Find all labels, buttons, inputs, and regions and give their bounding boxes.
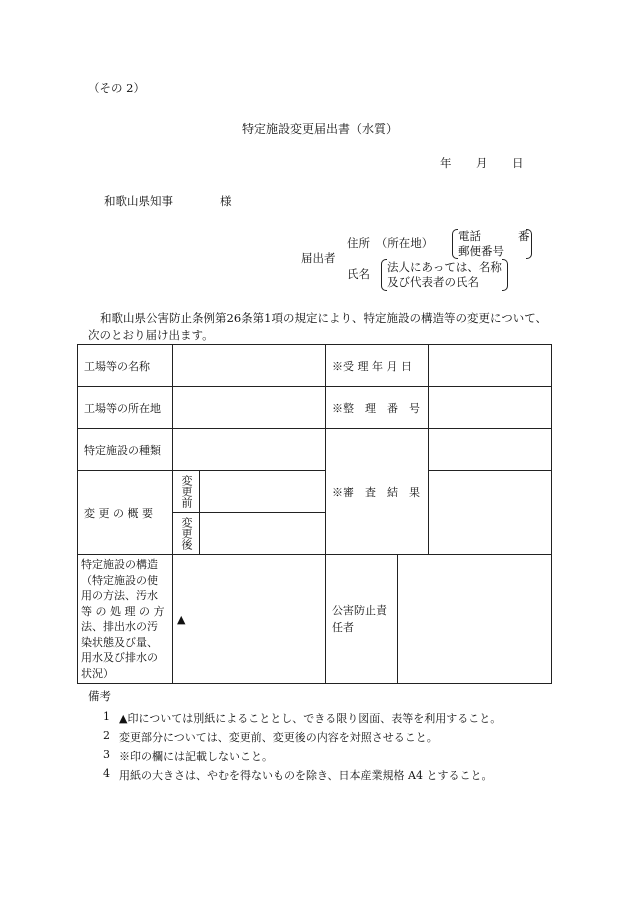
note-text: 変更部分については、変更前、変更後の内容を対照させること。 — [119, 731, 438, 744]
note-number: 2 — [103, 729, 110, 742]
review-blank-cell — [429, 429, 552, 471]
name-label: 氏名 — [347, 267, 370, 281]
phone-ban: 番 — [518, 229, 530, 243]
form-table — [77, 344, 552, 684]
officer-line: 任者 — [332, 621, 354, 634]
factory-name-field[interactable] — [173, 345, 326, 387]
facility-type-label: 特定施設の種類 — [78, 429, 173, 471]
structure-line: （特定施設の使 — [81, 573, 158, 587]
receipt-date-label: ※受 理 年 月 日 — [326, 345, 429, 387]
structure-line: 用水及び排水の — [81, 651, 158, 664]
note-number: 3 — [103, 748, 110, 761]
name-note-2: 及び代表者の氏名 — [387, 275, 479, 289]
date-month: 月 — [476, 156, 488, 170]
name-bracket-right — [502, 259, 508, 291]
before-field[interactable] — [200, 471, 326, 513]
triangle-mark: ▲ — [177, 612, 186, 626]
factory-name-label: 工場等の名称 — [78, 345, 173, 387]
officer-field[interactable] — [398, 555, 552, 684]
intro-line-1: 和歌山県公害防止条例第26条第1項の規定により、特定施設の構造等の変更について、 — [100, 311, 547, 325]
structure-line: 状況） — [81, 666, 114, 680]
structure-field[interactable] — [173, 555, 326, 684]
postal-label: 郵便番号 — [458, 244, 504, 258]
form-number: （その 2） — [88, 81, 145, 95]
facility-type-field[interactable] — [173, 429, 326, 471]
date-day: 日 — [512, 156, 524, 170]
change-summary-label: 変 更 の 概 要 — [78, 471, 173, 555]
note-text: 用紙の大きさは、やむを得ないものを除き、日本産業規格 A4 とすること。 — [119, 769, 493, 782]
notes-heading: 備考 — [88, 689, 111, 703]
structure-line: 用の方法、汚水 — [81, 589, 158, 602]
structure-line: 特定施設の構造 — [81, 558, 158, 571]
note-number: 1 — [103, 710, 110, 723]
officer-label — [326, 555, 398, 684]
review-result-field — [429, 471, 552, 555]
page-title: 特定施設変更届出書（水質） — [242, 122, 399, 136]
date-year: 年 — [440, 156, 452, 170]
after-label: 変更後 — [173, 513, 200, 555]
factory-location-field[interactable] — [173, 387, 326, 429]
structure-label — [78, 555, 173, 684]
factory-location-label: 工場等の所在地 — [78, 387, 173, 429]
structure-line: 等 の 処 理 の 方 — [81, 604, 165, 618]
note-text: ※印の欄には記載しないこと。 — [119, 750, 273, 763]
receipt-date-field — [429, 345, 552, 387]
applicant-label: 届出者 — [301, 251, 336, 265]
ref-number-field — [429, 387, 552, 429]
phone-label: 電話 — [458, 229, 481, 243]
structure-line: 染状態及び量、 — [81, 635, 158, 649]
structure-line: 法、排出水の汚 — [81, 620, 158, 633]
phone-bracket-right — [526, 229, 532, 259]
officer-line: 公害防止責 — [332, 604, 387, 617]
name-note-1: 法人にあっては、名称 — [387, 260, 502, 274]
address-label: 住所 （所在地） — [347, 236, 434, 250]
review-result-label: ※審 査 結 果 — [326, 429, 429, 555]
note-text: ▲印については別紙によることとし、できる限り図面、表等を利用すること。 — [119, 712, 502, 725]
addressee: 和歌山県知事 — [104, 194, 173, 208]
note-number: 4 — [103, 767, 110, 780]
before-label: 変更前 — [173, 471, 200, 513]
addressee-sama: 様 — [220, 194, 232, 208]
intro-line-2: 次のとおり届け出ます。 — [88, 328, 214, 342]
ref-number-label: ※整 理 番 号 — [326, 387, 429, 429]
after-field[interactable] — [200, 513, 326, 555]
